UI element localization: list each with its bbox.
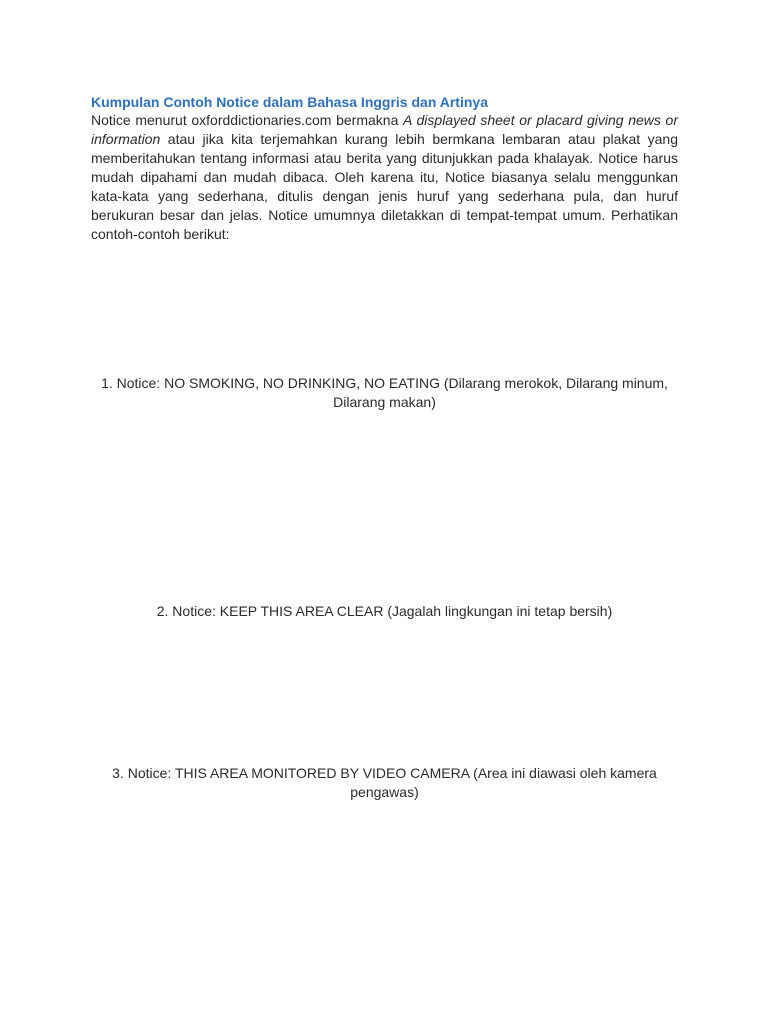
intro-definition-italic: A displayed sheet or placard giving news or information <box>91 112 678 147</box>
notice-example-3: 3. Notice: THIS AREA MONITORED BY VIDEO CAMERA (Area ini diawasi oleh kamera pengawas) <box>112 765 657 800</box>
notice-example-2: 2. Notice: KEEP THIS AREA CLEAR (Jagalah lingkungan ini tetap bersih) <box>156 603 613 619</box>
intro-text-start: Notice menurut oxforddictionaries.com bermakna <box>91 112 404 128</box>
intro-paragraph <box>91 111 678 244</box>
document-title: Kumpulan Contoh Notice dalam Bahasa Inggris dan Artinya <box>91 94 488 110</box>
notice-example-1: 1. Notice: NO SMOKING, NO DRINKING, NO EATING (Dilarang merokok, Dilarang minum, Dilarang makan) <box>101 375 668 410</box>
intro-text-rest: atau jika kita terjemahkan kurang lebih bermkana lembaran atau plakat yang memberitahukan tentang informasi atau berita yang ditunjukkan pada khalayak. Notice harus mudah dipahami dan mudah dibaca. Oleh karena itu, Notice biasanya selalu menggunkan kata-kata yang sederhana, ditulis dengan jenis huruf yang sederhana pula, dan huruf berukuran besar dan jelas. Notice umumnya diletakkan di tempat-tempat umum. Perhatikan contoh-contoh berikut: <box>91 131 678 242</box>
